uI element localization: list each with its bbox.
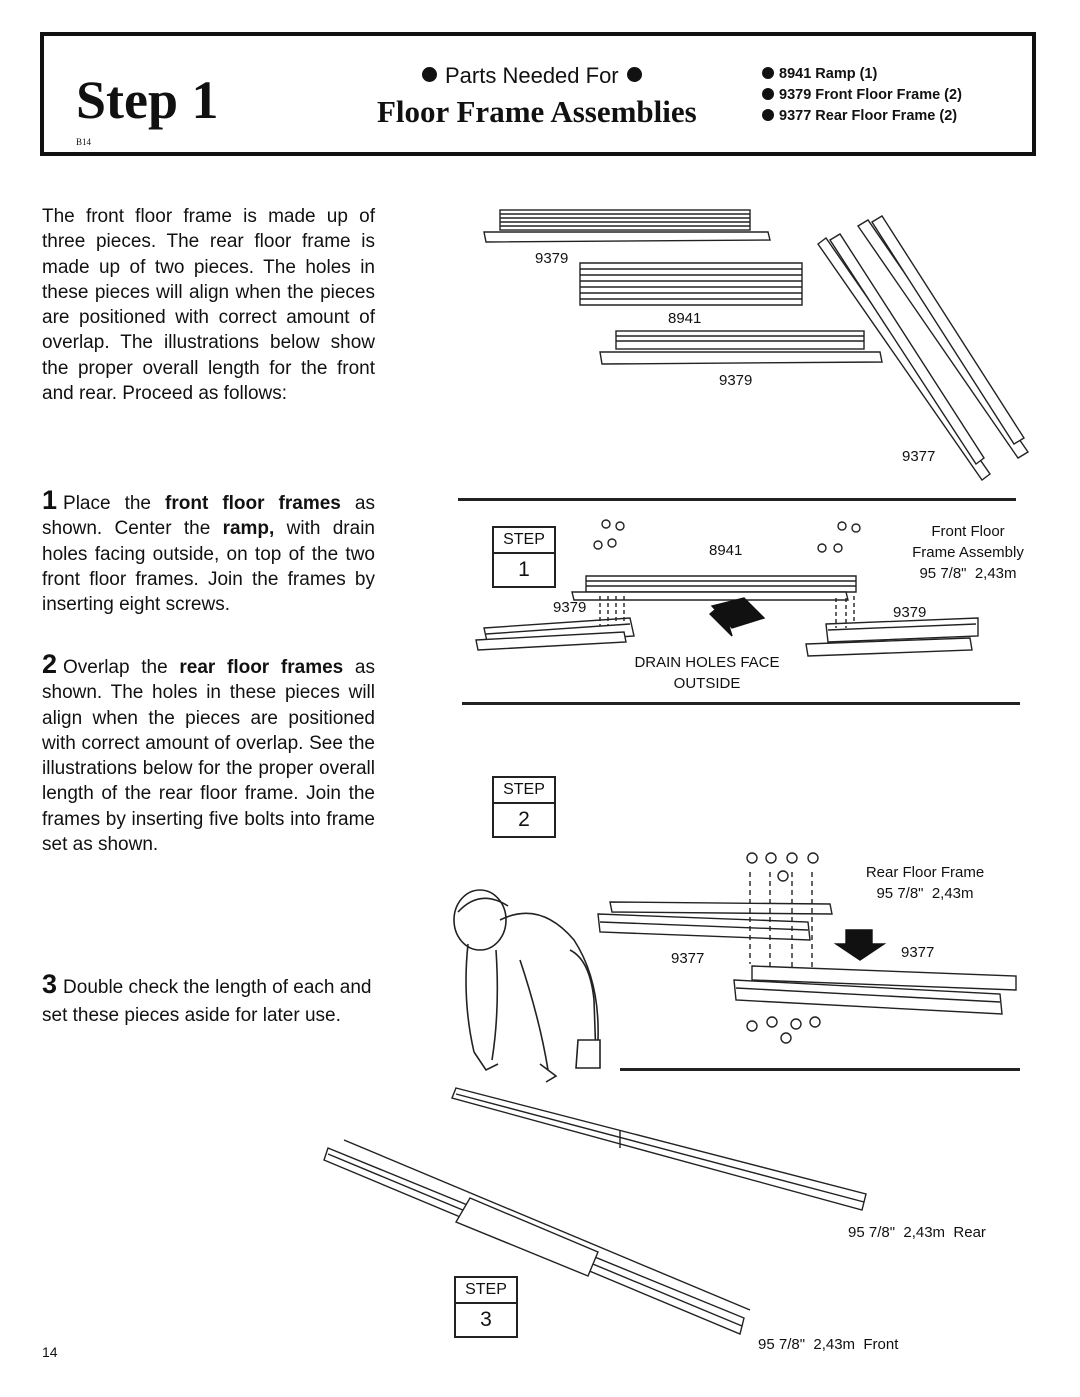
step3-frames-drawing	[324, 1088, 866, 1334]
step1-label-9379-right: 9379	[893, 604, 927, 621]
part-label-8941: 8941	[668, 310, 702, 327]
front-floor-frame-9379-top-drawing	[484, 210, 770, 242]
front-floor-frame-9379-bottom-drawing	[600, 331, 882, 364]
bullet-icon	[422, 67, 437, 82]
bullet-icon	[627, 67, 642, 82]
instruction-step-2: 2 Overlap the rear floor frames as shown. The holes in these pieces will align when the pieces are positioned with correct amount of overlap. See the illustrations below for the proper overall length of the rear floor frame. Join the frames by inserting five bolts into frame set as shown.	[42, 649, 375, 856]
ramp-8941-drawing	[580, 263, 802, 305]
page-code: B14	[76, 137, 92, 147]
instruction-number: 2	[42, 649, 58, 679]
divider	[458, 498, 1016, 501]
bullet-icon	[762, 67, 774, 79]
parts-list-item: 8941 Ramp (1)	[762, 64, 962, 85]
bullet-icon	[762, 88, 774, 100]
parts-list	[762, 64, 962, 127]
drain-holes-note: DRAIN HOLES FACE OUTSIDE	[634, 654, 780, 692]
intro-paragraph: The front floor frame is made up of three pieces. The rear floor frame is made up of two pieces. The holes in these pieces will align when the pieces are positioned with correct amount of overlap. The illustrations below show the proper overall length for the front and rear. Proceed as follows:	[42, 206, 375, 405]
parts-list-item: 9379 Front Floor Frame (2)	[762, 85, 962, 106]
kneeling-worker-drawing	[454, 890, 600, 1082]
divider	[462, 702, 1020, 705]
part-label-9379-bottom: 9379	[719, 372, 753, 389]
part-label-9379-top: 9379	[535, 250, 569, 267]
front-length-label: 95 7/8" 2,43m Front	[758, 1336, 899, 1353]
step-box-1: STEP 1	[492, 526, 556, 588]
step-box-2: STEP 2	[492, 776, 556, 838]
step2-label-9377-left: 9377	[671, 950, 705, 967]
assembly-title: Floor Frame Assemblies	[377, 94, 697, 129]
parts-needed-label: Parts Needed For	[445, 63, 619, 88]
step-title: Step 1	[76, 70, 219, 130]
instruction-step-1: 1 Place the front floor frames as shown. Center the ramp, with drain holes facing outside, on top of the two front floor frames. Join the frames by inserting eight screws.	[42, 485, 375, 616]
rear-floor-frame-label: Rear Floor Frame 95 7/8" 2,43m	[865, 864, 985, 902]
rear-length-label: 95 7/8" 2,43m Rear	[848, 1224, 986, 1241]
parts-needed-heading	[414, 63, 650, 89]
instruction-number: 1	[42, 485, 58, 515]
divider	[620, 1068, 1020, 1071]
instruction-step-3: 3 Double check the length of each and set these pieces aside for later use.	[42, 969, 372, 1026]
bullet-icon	[762, 109, 774, 121]
part-label-9377: 9377	[902, 448, 936, 465]
parts-list-item: 9377 Rear Floor Frame (2)	[762, 106, 962, 127]
page-number: 14	[42, 1344, 58, 1360]
instruction-number: 3	[42, 969, 58, 999]
step1-label-8941: 8941	[709, 542, 743, 559]
step1-label-9379-left: 9379	[553, 599, 587, 616]
front-floor-assembly-label: Front Floor Frame Assembly 95 7/8" 2,43m	[912, 523, 1024, 582]
step2-label-9377-right: 9377	[901, 944, 935, 961]
step-box-3: STEP 3	[454, 1276, 518, 1338]
